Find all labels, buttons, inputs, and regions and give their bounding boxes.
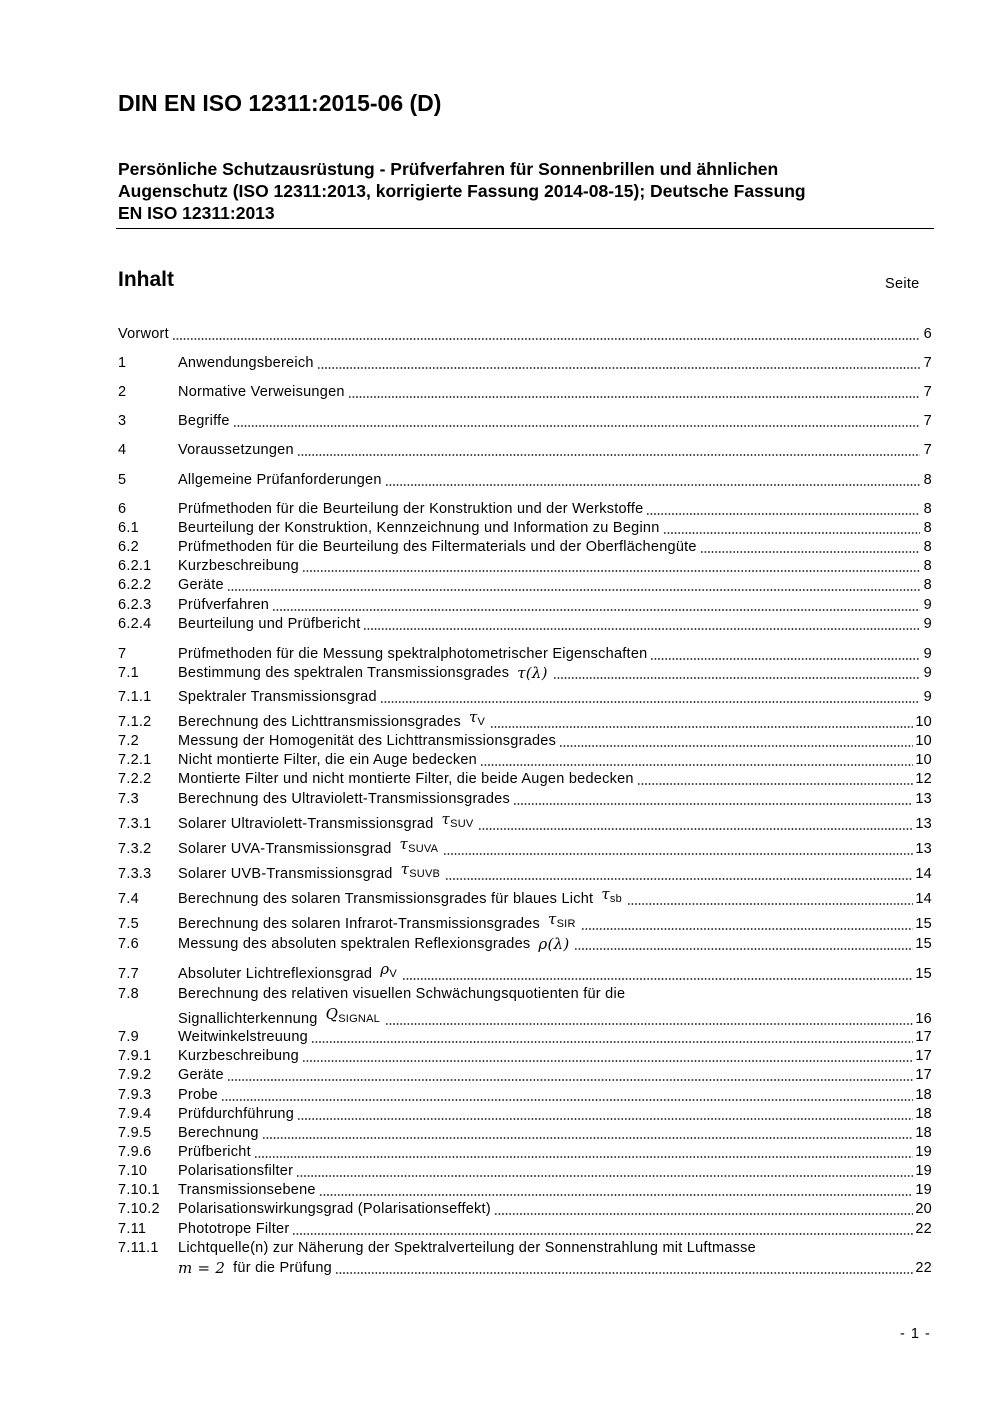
page-column-label: Seite: [885, 276, 920, 292]
toc-entry-number: 6.2.2: [118, 577, 152, 593]
dot-leader: [445, 878, 913, 880]
toc-entry-number: 7.10: [118, 1163, 148, 1179]
toc-entry-title: Solarer Ultraviolett-Transmissionsgrad: [178, 816, 434, 832]
toc-entry-number: 4: [118, 442, 127, 458]
toc-entry-number: 7.9.4: [118, 1106, 152, 1122]
toc-entry-title: Voraussetzungen: [178, 442, 294, 458]
math-subscript: sb: [609, 893, 623, 905]
toc-entry-page: 17: [915, 1067, 932, 1083]
dot-leader: [233, 425, 920, 427]
dot-leader: [490, 726, 913, 728]
toc-entry[interactable]: [118, 1144, 932, 1161]
toc-entry-title: Prüfverfahren: [178, 597, 270, 613]
toc-entry-number: 7.9.3: [118, 1087, 152, 1103]
toc-entry-number: 6.1: [118, 520, 139, 536]
math-symbol: $\tau_{SUV}$: [441, 810, 474, 830]
toc-entry[interactable]: [118, 577, 932, 594]
dot-leader: [581, 928, 914, 930]
toc-entry-page: 9: [923, 689, 932, 705]
toc-entry[interactable]: [118, 1163, 932, 1180]
toc-entry-number: 7.1.2: [118, 714, 152, 730]
toc-entry-number: 5: [118, 472, 127, 488]
toc-entry-number: 7.5: [118, 916, 139, 932]
dot-leader: [172, 338, 920, 340]
toc-entry[interactable]: [118, 1087, 932, 1104]
toc-entry-title: Beurteilung und Prüfbericht: [178, 616, 361, 632]
toc-entry-number: 7.11: [118, 1221, 147, 1237]
dot-leader: [348, 396, 920, 398]
toc-entry-number: 7.9: [118, 1029, 139, 1045]
dot-leader: [380, 701, 920, 703]
dot-leader: [319, 1194, 914, 1196]
dot-leader: [385, 1023, 913, 1025]
toc-entry[interactable]: [118, 1182, 932, 1199]
dot-leader: [443, 853, 913, 855]
toc-entry-number: 7.3.1: [118, 816, 152, 832]
toc-entry-title: Berechnung des Ultraviolett-Transmissionsgrades: [178, 791, 510, 807]
toc-entry[interactable]: [118, 384, 932, 401]
math-symbol: $\rho_V$: [380, 960, 397, 980]
toc-entry-number: 7.2: [118, 733, 139, 749]
toc-entry[interactable]: [118, 665, 932, 682]
toc-entry-title: Prüfmethoden für die Messung spektralphotometrischer Eigenschaften: [178, 646, 648, 662]
math-symbol: $\tau_V$: [468, 708, 486, 728]
toc-entry[interactable]: [118, 689, 932, 706]
dot-leader: [227, 589, 920, 591]
toc-entry[interactable]: [118, 752, 932, 769]
toc-entry[interactable]: [118, 501, 932, 518]
toc-entry-title: Begriffe: [178, 413, 230, 429]
dot-leader: [402, 978, 913, 980]
math-symbol: $Q_{SIGNAL}$: [325, 1005, 381, 1025]
toc-entry-page: 22: [915, 1221, 932, 1237]
toc-entry-page: 8: [923, 501, 932, 517]
document-title: DIN EN ISO 12311:2015-06 (D): [118, 90, 442, 116]
toc-entry-title: Allgemeine Prüfanforderungen: [178, 472, 382, 488]
dot-leader: [335, 1272, 913, 1274]
toc-entry-continuation: [178, 1006, 932, 1028]
toc-entry-title: Probe: [178, 1087, 218, 1103]
dot-leader: [646, 513, 920, 515]
toc-entry-page: 16: [915, 1011, 932, 1027]
toc-entry[interactable]: [118, 1029, 932, 1046]
toc-entry-title: Absoluter Lichtreflexionsgrad: [178, 966, 373, 982]
dot-leader: [272, 609, 920, 611]
toc-entry-page: 10: [915, 752, 932, 768]
dot-leader: [700, 551, 920, 553]
toc-entry[interactable]: [118, 1221, 932, 1238]
toc-entry-title: Kurzbeschreibung: [178, 1048, 299, 1064]
math-subscript: SUVA: [408, 843, 439, 855]
toc-entry[interactable]: [118, 442, 932, 459]
toc-entry-number: 7.2.2: [118, 771, 152, 787]
toc-entry-number: 7.7: [118, 966, 139, 982]
toc-entry-title: Prüfmethoden für die Beurteilung der Konstruktion und der Werkstoffe: [178, 501, 644, 517]
dot-leader: [513, 803, 913, 805]
toc-entry-page: 13: [915, 841, 932, 857]
toc-entry[interactable]: [118, 597, 932, 614]
dot-leader: [254, 1156, 913, 1158]
toc-entry-page: 8: [923, 472, 932, 488]
dot-leader: [553, 677, 920, 679]
toc-entry-title: Transmissionsebene: [178, 1182, 316, 1198]
toc-entry[interactable]: [118, 472, 932, 489]
dot-leader: [385, 484, 920, 486]
toc-entry[interactable]: [118, 861, 932, 883]
dot-leader: [663, 532, 920, 534]
toc-entry-page: 7: [923, 384, 932, 400]
dot-leader: [480, 764, 913, 766]
toc-entry[interactable]: [118, 539, 932, 556]
toc-entry-title: Berechnung des solaren Transmissionsgrades für blaues Licht: [178, 891, 594, 907]
toc-entry-title: Kurzbeschreibung: [178, 558, 299, 574]
toc-entry[interactable]: [118, 326, 932, 343]
toc-entry-page: 7: [923, 442, 932, 458]
toc-entry-page: 9: [923, 646, 932, 662]
dot-leader: [637, 783, 914, 785]
dot-leader: [650, 658, 920, 660]
toc-entry[interactable]: [118, 413, 932, 430]
toc-entry-number: 7.1.1: [118, 689, 152, 705]
math-symbol: m = 2: [178, 1259, 226, 1277]
toc-entry-title: Nicht montierte Filter, die ein Auge bedecken: [178, 752, 477, 768]
toc-entry-page: 9: [923, 597, 932, 613]
toc-entry-page: 10: [915, 714, 932, 730]
toc-entry-number: 7.9.2: [118, 1067, 152, 1083]
toc-entry-title-continued: für die Prüfung: [233, 1260, 332, 1276]
math-symbol: $\tau_{SIR}$: [548, 910, 576, 930]
toc-entry-title: Berechnung des Lichttransmissionsgrades: [178, 714, 461, 730]
toc-entry-page: 14: [915, 866, 932, 882]
toc-entry-number: 7.9.1: [118, 1048, 152, 1064]
toc-entry-number: 7.1: [118, 665, 139, 681]
toc-entry-title: Polarisationswirkungsgrad (Polarisationseffekt): [178, 1201, 491, 1217]
toc-entry-page: 20: [915, 1201, 932, 1217]
toc-entry[interactable]: [118, 616, 932, 633]
toc-entry[interactable]: [118, 355, 932, 372]
math-subscript: SUV: [450, 818, 474, 830]
toc-entry[interactable]: [118, 709, 932, 731]
toc-entry-page: 18: [915, 1106, 932, 1122]
toc-entry-page: 15: [915, 966, 932, 982]
toc-entry-page: 10: [915, 733, 932, 749]
toc-entry-number: 6.2.1: [118, 558, 152, 574]
dot-leader: [478, 828, 913, 830]
toc-entry-page: 13: [915, 816, 932, 832]
math-subscript: V: [477, 716, 486, 728]
toc-entry[interactable]: [118, 886, 932, 908]
dot-leader: [494, 1213, 913, 1215]
dot-leader: [292, 1233, 913, 1235]
toc-entry[interactable]: [118, 986, 932, 1003]
toc-entry[interactable]: [118, 791, 932, 808]
dot-leader: [311, 1041, 913, 1043]
math-symbol: ρ(λ): [538, 935, 570, 953]
toc-entry-number: 7.3: [118, 791, 139, 807]
toc-entry-page: 7: [923, 355, 932, 371]
toc-entry-number: 7.10.2: [118, 1201, 160, 1217]
toc-entry-number: 7.4: [118, 891, 139, 907]
toc-entry[interactable]: [118, 558, 932, 575]
toc-entry-number: 6.2.3: [118, 597, 152, 613]
toc-entry-page: 8: [923, 558, 932, 574]
toc-entry-continuation: [178, 1260, 932, 1277]
toc-entry-title: Berechnung des solaren Infrarot-Transmissionsgrades: [178, 916, 540, 932]
toc-entry-title: Polarisationsfilter: [178, 1163, 294, 1179]
toc-entry-number: 6: [118, 501, 127, 517]
math-symbol: $\tau_{SUVA}$: [399, 835, 439, 855]
dot-leader: [302, 570, 920, 572]
toc-entry[interactable]: [118, 961, 932, 983]
toc-entry-page: 19: [915, 1163, 932, 1179]
toc-entry-page: 6: [923, 326, 932, 342]
toc-entry-number: 7.2.1: [118, 752, 152, 768]
toc-entry-page: 19: [915, 1182, 932, 1198]
toc-entry-page: 7: [923, 413, 932, 429]
toc-entry[interactable]: [118, 836, 932, 858]
toc-entry-page: 13: [915, 791, 932, 807]
dot-leader: [627, 903, 913, 905]
toc-entry-title: Bestimmung des spektralen Transmissionsgrades: [178, 665, 510, 681]
toc-entry[interactable]: [118, 1106, 932, 1123]
subtitle-line: EN ISO 12311:2013: [118, 203, 275, 223]
toc-entry-number: 7.9.6: [118, 1144, 152, 1160]
toc-entry-number: 7.9.5: [118, 1125, 152, 1141]
toc-entry-title: Normative Verweisungen: [178, 384, 345, 400]
toc-entry[interactable]: [118, 733, 932, 750]
dot-leader: [574, 948, 913, 950]
toc-entry-page: 9: [923, 665, 932, 681]
math-subscript: SUVB: [409, 868, 441, 880]
math-subscript: SIR: [556, 918, 576, 930]
toc-entry-title: Beurteilung der Konstruktion, Kennzeichnung und Information zu Beginn: [178, 520, 660, 536]
toc-entry-number: 7.11.1: [118, 1240, 159, 1256]
toc-entry-number: 7: [118, 646, 127, 662]
toc-entry-number: 7.10.1: [118, 1182, 160, 1198]
toc-entry[interactable]: [118, 1125, 932, 1142]
math-symbol: τ(λ): [517, 664, 548, 682]
toc-entry-title: Montierte Filter und nicht montierte Filter, die beide Augen bedecken: [178, 771, 634, 787]
toc-entry-page: 22: [915, 1260, 932, 1276]
toc-entry-number: 7.6: [118, 936, 139, 952]
dot-leader: [297, 1118, 913, 1120]
toc-entry-number: 6.2: [118, 539, 139, 555]
toc-entry-title: Solarer UVA-Transmissionsgrad: [178, 841, 392, 857]
math-subscript: V: [389, 968, 397, 980]
dot-leader: [227, 1079, 914, 1081]
dot-leader: [559, 745, 913, 747]
toc-entry-page: 12: [915, 771, 932, 787]
toc-entry-page: 15: [915, 916, 932, 932]
dot-leader: [297, 454, 920, 456]
toc-entry-title: Geräte: [178, 577, 224, 593]
toc-entry-title-continued: Signallichterkennung: [178, 1011, 318, 1027]
toc-entry-title: Solarer UVB-Transmissionsgrad: [178, 866, 393, 882]
toc-entry-page: 14: [915, 891, 932, 907]
toc-entry-title: Weitwinkelstreuung: [178, 1029, 308, 1045]
toc-entry-number: 3: [118, 413, 127, 429]
math-symbol: $\tau_{sb}$: [601, 885, 623, 905]
toc-entry-title: Messung des absoluten spektralen Reflexionsgrades: [178, 936, 531, 952]
toc-entry-title: Berechnung des relativen visuellen Schwächungsquotienten für die: [178, 986, 626, 1002]
toc-entry[interactable]: [118, 1240, 932, 1257]
dot-leader: [363, 628, 920, 630]
dot-leader: [262, 1137, 914, 1139]
toc-entry-title: Phototrope Filter: [178, 1221, 290, 1237]
dot-leader: [317, 367, 920, 369]
toc-entry-title: Messung der Homogenität des Lichttransmissionsgrades: [178, 733, 557, 749]
toc-entry[interactable]: [118, 1067, 932, 1084]
toc-entry-title: Anwendungsbereich: [178, 355, 314, 371]
toc-entry-page: 8: [923, 577, 932, 593]
subtitle-line: Persönliche Schutzausrüstung - Prüfverfahren für Sonnenbrillen und ähnlichen: [118, 159, 779, 179]
toc-entry[interactable]: [118, 520, 932, 537]
toc-entry[interactable]: [118, 1201, 932, 1218]
toc-entry-title: Geräte: [178, 1067, 224, 1083]
toc-entry-title: Prüfdurchführung: [178, 1106, 295, 1122]
toc-entry-page: 8: [923, 539, 932, 555]
toc-entry[interactable]: [118, 771, 932, 788]
toc-entry[interactable]: [118, 646, 932, 663]
toc-entry-number: 1: [118, 355, 127, 371]
toc-entry[interactable]: [118, 1048, 932, 1065]
toc-entry-number: 2: [118, 384, 127, 400]
dot-leader: [221, 1099, 913, 1101]
toc-entry-page: 8: [923, 520, 932, 536]
dot-leader: [302, 1060, 913, 1062]
toc-entry-page: 9: [923, 616, 932, 632]
title-divider: [116, 228, 934, 229]
toc-entry-page: 17: [915, 1029, 932, 1045]
subtitle-line: Augenschutz (ISO 12311:2013, korrigierte Fassung 2014-08-15); Deutsche Fassung: [118, 181, 806, 201]
math-symbol: $\tau_{SUVB}$: [400, 860, 441, 880]
page-number: - 1 -: [900, 1326, 931, 1342]
toc-entry[interactable]: [118, 936, 932, 953]
document-subtitle: [118, 158, 918, 224]
dot-leader: [296, 1175, 913, 1177]
toc-entry-title: Spektraler Transmissionsgrad: [178, 689, 377, 705]
toc-entry-page: 19: [915, 1144, 932, 1160]
toc-entry-title: Prüfmethoden für die Beurteilung des Filtermaterials und der Oberflächengüte: [178, 539, 697, 555]
toc-entry-title: Berechnung: [178, 1125, 259, 1141]
toc-entry[interactable]: [118, 911, 932, 933]
toc-entry-title: Lichtquelle(n) zur Näherung der Spektralverteilung der Sonnenstrahlung mit Luftmasse: [178, 1240, 756, 1256]
toc-entry-title: Prüfbericht: [178, 1144, 251, 1160]
toc-entry-number: 6.2.4: [118, 616, 152, 632]
toc-entry-number: 7.8: [118, 986, 139, 1002]
toc-entry-number: 7.3.3: [118, 866, 152, 882]
toc-heading: Inhalt: [118, 268, 174, 291]
toc-entry-page: 18: [915, 1125, 932, 1141]
toc-entry-page: 17: [915, 1048, 932, 1064]
toc-entry-page: 18: [915, 1087, 932, 1103]
toc-entry-number: 7.3.2: [118, 841, 152, 857]
toc-entry-page: 15: [915, 936, 932, 952]
math-subscript: SIGNAL: [338, 1013, 381, 1025]
toc-entry-title: Vorwort: [118, 326, 169, 342]
toc-entry[interactable]: [118, 811, 932, 833]
